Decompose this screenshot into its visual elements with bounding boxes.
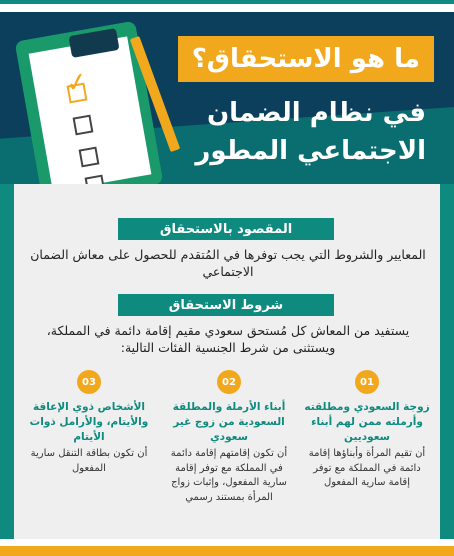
number-badge: 02 (217, 370, 241, 394)
checkbox-empty-icon (85, 175, 106, 184)
number-badge: 03 (77, 370, 101, 394)
top-teal-line (0, 0, 454, 4)
bottom-strip (0, 539, 454, 556)
subtitle-line-1: في نظام الضمان (206, 98, 426, 128)
category-title: الأشخاص ذوي الإعاقة والأيتام، والأرامل ذوات الأيتام (29, 401, 149, 443)
content-panel (14, 184, 440, 539)
subtitle-line-2: الاجتماعي المطور (195, 136, 426, 166)
category-card-1 (304, 370, 430, 491)
section-heading-text: شروط الاستحقاق (168, 297, 284, 313)
category-title: أبناء الأرملة والمطلقة السعودية من زوج غير سعودي (172, 401, 286, 443)
category-card-3 (26, 370, 152, 476)
section-heading-conditions (118, 294, 334, 316)
category-desc: أن تكون بطاقة التنقل سارية المفعول (30, 448, 148, 474)
top-strip (0, 0, 454, 12)
checkbox-empty-icon (73, 115, 94, 136)
bottom-orange-line (0, 546, 454, 556)
conditions-text: يستفيد من المعاش كل مُستحق سعودي مقيم إقامة دائمة في المملكة، ويستثنى من شرط الجنسية الفئات التالية: (46, 323, 410, 355)
right-accent-bar (440, 184, 454, 539)
category-card-2 (166, 370, 292, 505)
left-accent-bar (0, 184, 14, 539)
number-badge: 01 (355, 370, 379, 394)
category-title: زوجة السعودي ومطلقته وأرملته ممن لهم أبناء سعوديين (304, 401, 430, 443)
category-desc: أن تقيم المرأة وأبناؤها إقامة دائمة في المملكة مع توفر إقامة سارية المفعول (308, 448, 426, 488)
checkmark-icon: ✓ (63, 66, 91, 100)
definition-text: المعايير والشروط التي يجب توفرها في المُتقدم للحصول على معاش الضمان الاجتماعي (30, 247, 426, 279)
section-heading-definition (118, 218, 334, 240)
title-badge (178, 36, 434, 82)
page-title: ما هو الاستحقاق؟ (191, 44, 420, 74)
checkbox-empty-icon (79, 147, 100, 168)
section-heading-text: المقصود بالاستحقاق (159, 221, 293, 237)
category-desc: أن تكون إقامتهم إقامة دائمة في المملكة مع توفر إقامة سارية المفعول، وإثبات زواج المرأة بمستند رسمي (170, 448, 288, 503)
header-banner (0, 12, 454, 184)
